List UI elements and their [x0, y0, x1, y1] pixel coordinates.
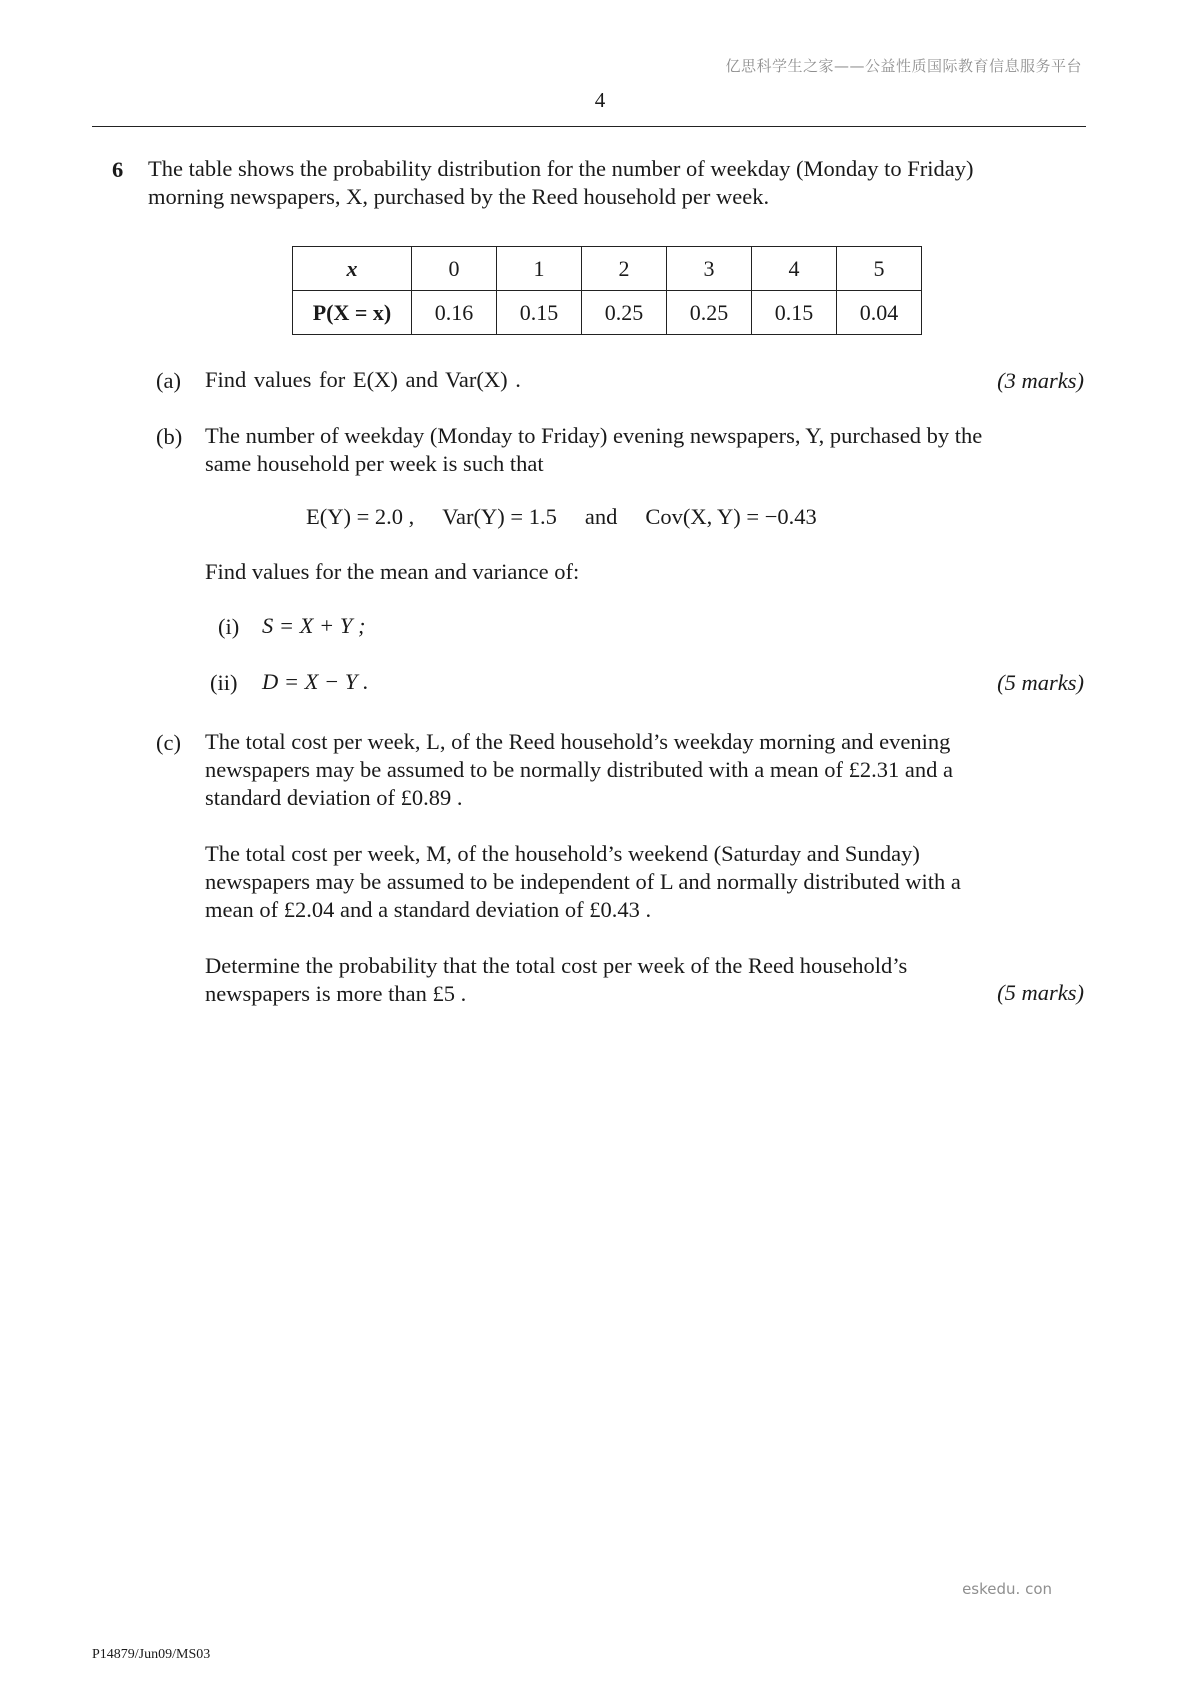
- x-value: 4: [752, 247, 837, 291]
- part-b-line-1: The number of weekday (Monday to Friday) evening newspapers, Y, purchased by the: [205, 423, 983, 448]
- x-value: 5: [837, 247, 922, 291]
- part-b-line-2: same household per week is such that: [205, 451, 544, 476]
- part-c-paragraph-1: [205, 728, 1085, 812]
- part-a-marks: (3 marks): [997, 368, 1084, 393]
- part-b-label: (b): [156, 424, 183, 449]
- part-b-ii-text: D = X − Y .: [262, 669, 369, 694]
- site-watermark: 亿思科学生之家——公益性质国际教育信息服务平台: [725, 57, 1082, 75]
- part-c-paragraph-3: [205, 952, 1085, 1008]
- eq-variance-y: Var(Y) = 1.5: [442, 504, 557, 529]
- p-value: 0.15: [752, 291, 837, 335]
- part-b-intro: [205, 422, 1085, 478]
- p-value: 0.16: [412, 291, 497, 335]
- question-number: 6: [112, 157, 124, 182]
- paper-code: P14879/Jun09/MS03: [92, 1647, 211, 1662]
- table-row-p: [293, 291, 922, 335]
- part-b-i-text: S = X + Y ;: [262, 613, 366, 638]
- p-value: 0.25: [667, 291, 752, 335]
- p-value: 0.15: [497, 291, 582, 335]
- table-row-x: [293, 247, 922, 291]
- part-c-marks: (5 marks): [997, 980, 1084, 1005]
- part-a-label: (a): [156, 368, 181, 393]
- question-stem: [148, 155, 1088, 211]
- part-b-instruction: Find values for the mean and variance of:: [205, 559, 580, 584]
- part-b-ii-label: (ii): [210, 670, 238, 695]
- part-a-text: Find values for E(X) and Var(X) .: [205, 367, 521, 392]
- probability-table: [292, 246, 922, 335]
- eq-covariance: Cov(X, Y) = −0.43: [645, 504, 817, 529]
- header-rule: [92, 126, 1086, 127]
- p-value: 0.04: [837, 291, 922, 335]
- question-stem-line-2: morning newspapers, X, purchased by the Reed household per week.: [148, 184, 770, 209]
- x-value: 2: [582, 247, 667, 291]
- part-c-p2-line-3: mean of £2.04 and a standard deviation of £0.43 .: [205, 897, 652, 922]
- part-b-equations: [306, 504, 817, 530]
- part-c-p1-line-3: standard deviation of £0.89 .: [205, 785, 463, 810]
- row-label-x: x: [293, 247, 412, 291]
- part-b-marks: (5 marks): [997, 670, 1084, 695]
- footer-watermark: eskedu. con: [962, 1580, 1052, 1598]
- part-c-p1-line-2: newspapers may be assumed to be normally distributed with a mean of £2.31 and a: [205, 757, 953, 782]
- p-value: 0.25: [582, 291, 667, 335]
- page-number: 4: [594, 88, 606, 112]
- row-label-p: P(X = x): [293, 291, 412, 335]
- part-c-p2-line-2: newspapers may be assumed to be independent of L and normally distributed with a: [205, 869, 961, 894]
- part-c-p3-line-2: newspapers is more than £5 .: [205, 981, 467, 1006]
- part-c-p1-line-1: The total cost per week, L, of the Reed household’s weekday morning and evening: [205, 729, 951, 754]
- part-c-p3-line-1: Determine the probability that the total cost per week of the Reed household’s: [205, 953, 908, 978]
- part-b-i-label: (i): [218, 614, 240, 639]
- eq-expectation-y: E(Y) = 2.0 ,: [306, 504, 415, 529]
- eq-and: and: [584, 504, 618, 529]
- x-value: 0: [412, 247, 497, 291]
- x-value: 1: [497, 247, 582, 291]
- part-c-paragraph-2: [205, 840, 1085, 924]
- part-c-label: (c): [156, 730, 181, 755]
- x-value: 3: [667, 247, 752, 291]
- question-stem-line-1: The table shows the probability distribution for the number of weekday (Monday to Friday): [148, 156, 974, 181]
- part-c-p2-line-1: The total cost per week, M, of the household’s weekend (Saturday and Sunday): [205, 841, 920, 866]
